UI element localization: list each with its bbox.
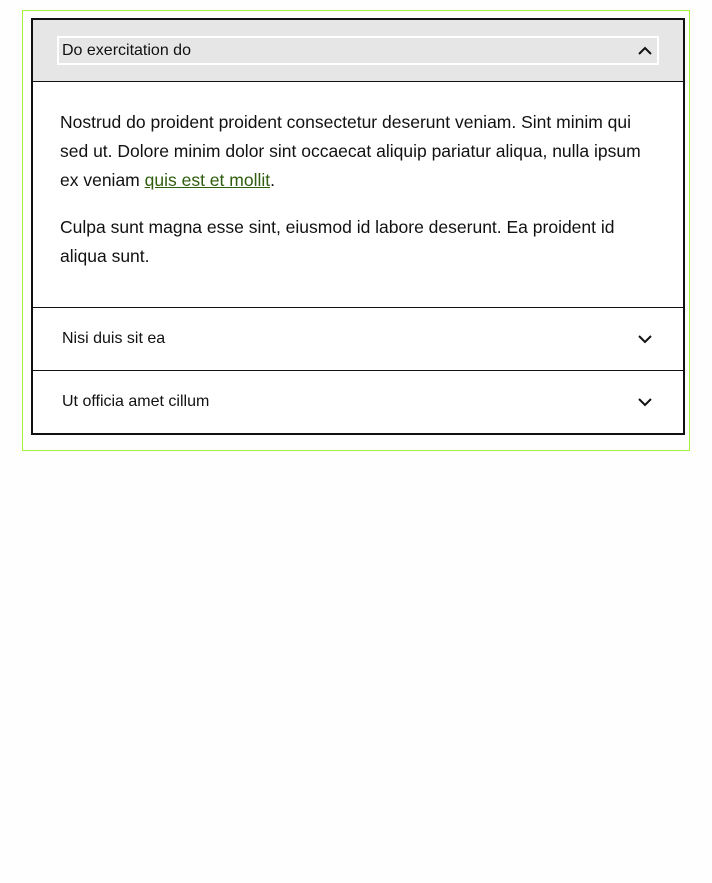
- accordion-panel: [33, 82, 683, 307]
- panel-link[interactable]: quis est et mollit: [144, 170, 271, 190]
- accordion-title: Ut officia amet cillum: [62, 393, 210, 410]
- accordion-title: Do exercitation do: [62, 41, 191, 59]
- panel-paragraph-end: .: [270, 170, 275, 190]
- accordion-item: [33, 20, 683, 307]
- accordion: [31, 18, 685, 435]
- panel-paragraph: Culpa sunt magna esse sint, eiusmod id labore deserunt. Ea proident id aliqua sunt.: [60, 217, 615, 266]
- accordion-container: [22, 10, 690, 451]
- chevron-down-icon: [636, 330, 654, 348]
- accordion-header-do-exercitation-do[interactable]: [33, 20, 683, 82]
- panel-paragraph: [60, 108, 656, 195]
- accordion-title: Nisi duis sit ea: [62, 330, 166, 347]
- accordion-item: [33, 307, 683, 370]
- accordion-header-nisi-duis-sit-ea[interactable]: [33, 308, 683, 370]
- accordion-header-ut-officia-amet-cillum[interactable]: [33, 371, 683, 433]
- panel-paragraph-text: Nostrud do proident proident consectetur deserunt veniam. Sint minim qui sed ut. Dolore minim dolor sint occaecat aliquip pariatur aliqua, nulla ipsum ex veniam: [60, 112, 641, 190]
- accordion-item: [33, 370, 683, 433]
- chevron-up-icon: [636, 42, 654, 60]
- chevron-down-icon: [636, 393, 654, 411]
